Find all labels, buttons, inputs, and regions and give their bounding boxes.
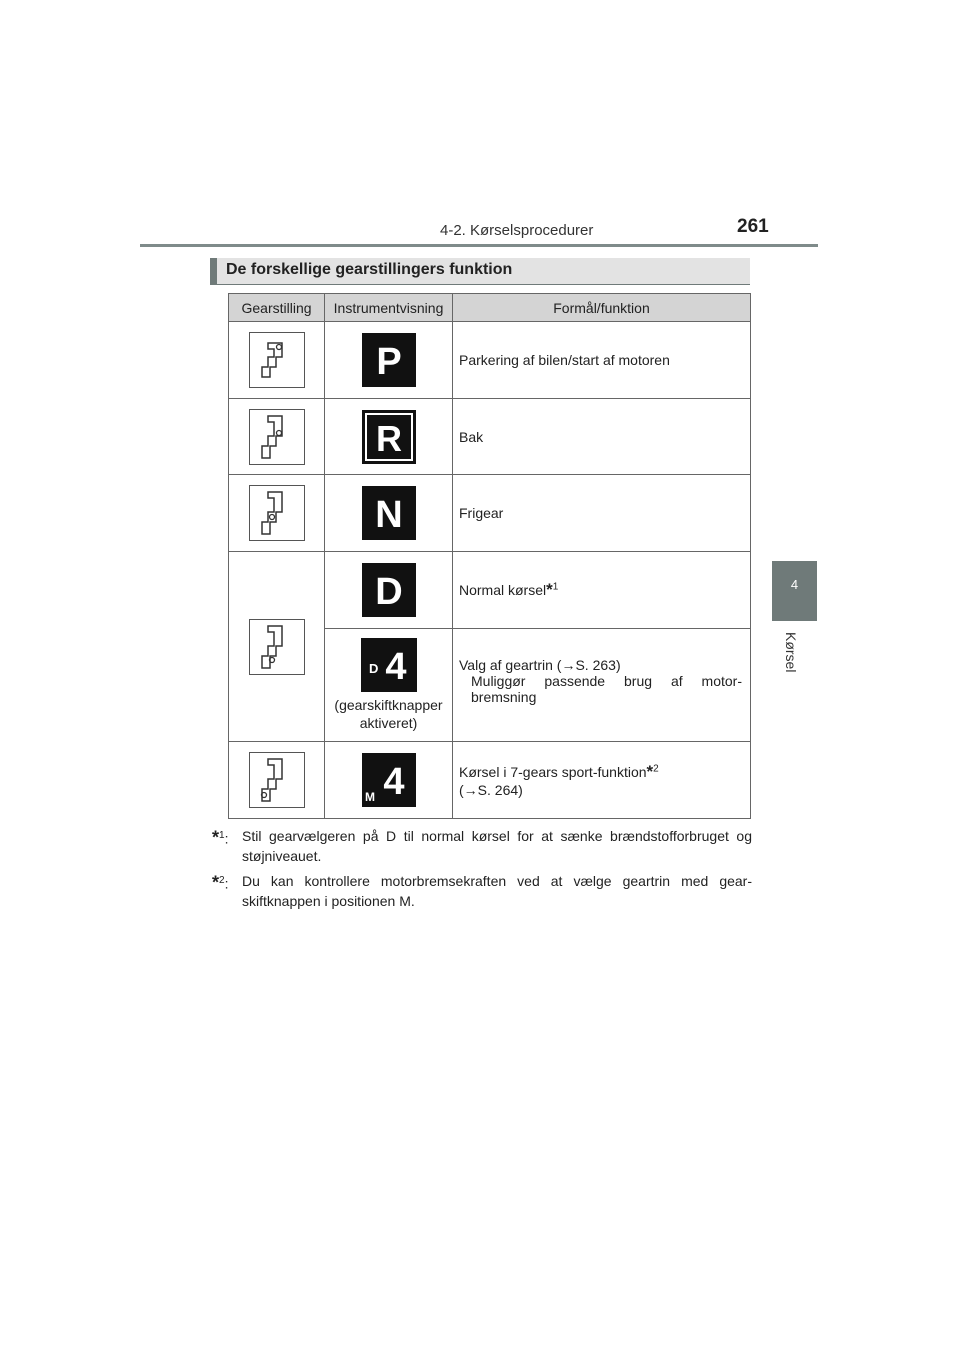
page-reference[interactable]: S. 263) (575, 657, 621, 673)
display-cell (325, 742, 453, 819)
footnote-1 (212, 826, 752, 866)
col-header-display: Instrumentvisning (325, 294, 453, 322)
table-header-row (229, 294, 751, 322)
function-line (459, 657, 750, 673)
function-line (459, 782, 750, 798)
function-text: Normal kørsel (459, 582, 547, 598)
gear-display-m4-icon (362, 753, 416, 807)
shift-gate-m-icon (249, 752, 305, 808)
function-line (459, 762, 750, 782)
table-row (229, 742, 751, 819)
table-row (229, 399, 751, 475)
table-row (229, 475, 751, 552)
shift-cell (229, 475, 325, 552)
function-cell: Bak (453, 399, 751, 475)
footnote-2 (212, 871, 752, 911)
page-number: 261 (737, 216, 769, 237)
shift-gate-n-icon (249, 485, 305, 541)
arrow-icon: → (463, 782, 478, 798)
gear-display-n-icon (362, 486, 416, 540)
gear-display-d4-icon (361, 638, 417, 692)
table-row (229, 322, 751, 399)
gear-table (228, 293, 751, 819)
page-reference[interactable]: S. 264) (477, 782, 523, 798)
svg-text:R: R (375, 417, 402, 459)
function-text: Kørsel i 7-gears sport-funktion (459, 764, 647, 780)
svg-text:N: N (374, 494, 403, 536)
footnote-ref: 1 (552, 581, 559, 593)
function-detail: Muliggør passende brug af motor- bremsning (471, 673, 742, 705)
display-cell (325, 399, 453, 475)
gear-display-p-icon (362, 333, 416, 387)
svg-text:D: D (368, 661, 378, 676)
shift-cell (229, 322, 325, 399)
arrow-icon: → (561, 657, 576, 673)
section-heading: 4-2. Kørselsprocedurer (440, 222, 594, 239)
function-cell (453, 552, 751, 629)
shift-gate-p-icon (249, 332, 305, 388)
section-title: De forskellige gearstillingers funktion (226, 261, 513, 278)
title-underline (210, 284, 750, 285)
footnote-star: * (546, 580, 553, 599)
chapter-label: Kørsel (783, 632, 799, 673)
footnote-text: Stil gearvælgeren på D til normal kørsel for at sænke brændstofforbruget og støjniveauet. (242, 828, 752, 864)
shift-cell (229, 399, 325, 475)
svg-text:4: 4 (384, 646, 407, 688)
function-cell (453, 629, 751, 742)
chapter-tab[interactable]: 4 (772, 561, 817, 621)
display-cell (325, 629, 453, 742)
svg-text:D: D (374, 571, 403, 613)
col-header-function: Formål/funktion (453, 294, 751, 322)
footnote-star: * (646, 762, 654, 781)
svg-text:4: 4 (382, 761, 405, 803)
shift-cell (229, 742, 325, 819)
display-caption: (gearskiftknapper aktiveret) (334, 697, 443, 731)
shift-cell (229, 552, 325, 742)
col-header-position: Gearstilling (229, 294, 325, 322)
paren: ( (459, 782, 464, 798)
header-rule (140, 244, 818, 247)
footnote-ref: 2 (653, 763, 659, 775)
footnote-text: Du kan kontrollere motorbremsekraften ved at vælge geartrin med gear- skiftknappen i positionen M. (242, 873, 752, 909)
title-accent (210, 258, 217, 284)
display-cell (325, 552, 453, 629)
table-row (229, 552, 751, 629)
function-cell (453, 742, 751, 819)
shift-gate-r-icon (249, 409, 305, 465)
function-cell: Frigear (453, 475, 751, 552)
section-title-bar (210, 258, 750, 284)
display-cell (325, 322, 453, 399)
footnote-mark: *$^2$: (212, 872, 229, 893)
footnote-mark: *$^1$: (212, 827, 229, 848)
gear-display-r-icon (362, 410, 416, 464)
display-cell (325, 475, 453, 552)
function-text: Valg af geartrin ( (459, 657, 562, 673)
gear-display-d-icon (362, 563, 416, 617)
svg-text:P: P (375, 341, 402, 383)
shift-gate-d-icon (249, 619, 305, 675)
svg-text:M: M (364, 790, 375, 804)
function-cell: Parkering af bilen/start af motoren (453, 322, 751, 399)
